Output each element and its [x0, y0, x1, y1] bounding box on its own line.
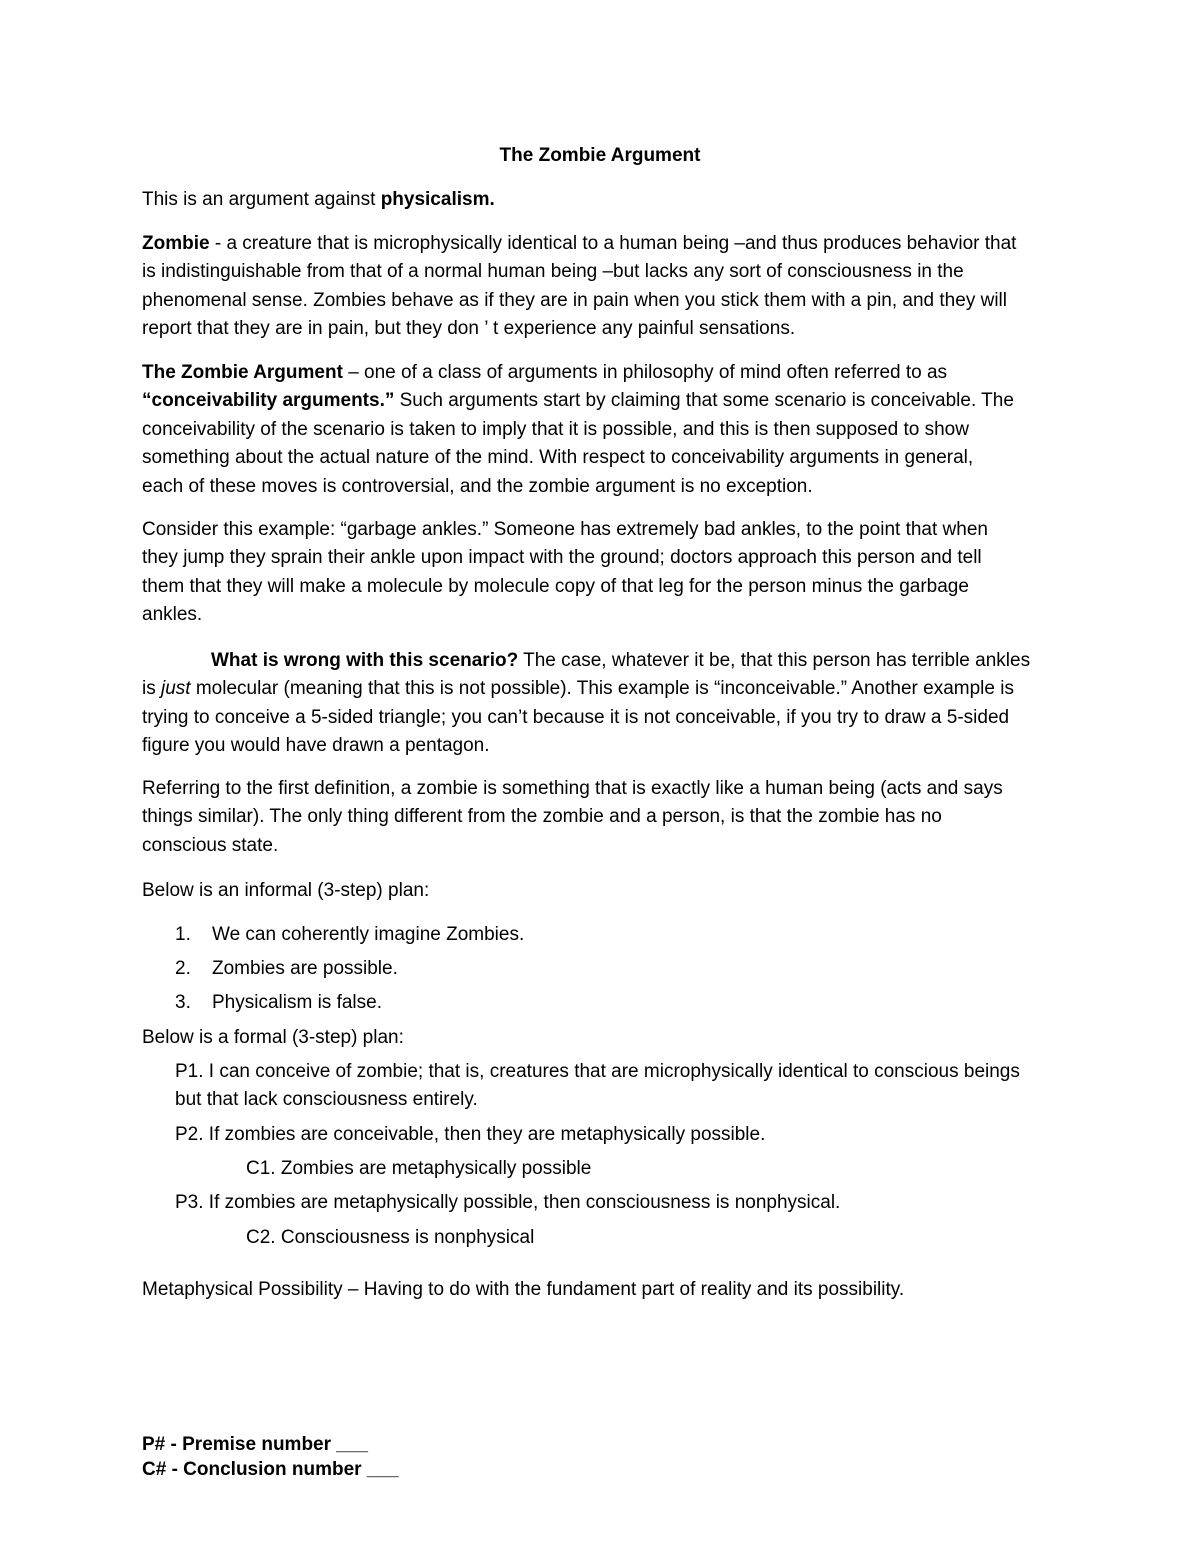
- formal-heading: Below is a formal (3-step) plan:: [142, 1027, 404, 1048]
- wrong-line2-pre: is: [142, 678, 161, 700]
- zombie-def-line4: report that they are in pain, but they don ’ t experience any painful sensations.: [142, 318, 796, 340]
- document-title: The Zombie Argument: [499, 145, 701, 166]
- premise-p1: [175, 1058, 1020, 1115]
- informal-heading: Below is an informal (3-step) plan:: [142, 880, 430, 901]
- example-line1: Consider this example: “garbage ankles.” Someone has extremely bad ankles, to the point that when: [142, 519, 988, 540]
- legend-conclusion: C# - Conclusion number ___: [142, 1459, 399, 1480]
- legend-premise: P# - Premise number ___: [142, 1434, 368, 1455]
- argument-def-line5: each of these moves is controversial, and the zombie argument is no exception.: [142, 475, 813, 497]
- premise-p3: P3. If zombies are metaphysically possible, then consciousness is nonphysical.: [175, 1192, 841, 1213]
- referring-line1: Referring to the first definition, a zombie is something that is exactly like a human being (acts and says: [142, 778, 1003, 799]
- conclusion-c2: C2. Consciousness is nonphysical: [246, 1227, 535, 1248]
- wrong-line1: The case, whatever it be, that this person has terrible ankles: [518, 650, 1031, 671]
- example-line2: they jump they sprain their ankle upon impact with the ground; doctors approach this person and tell: [142, 547, 982, 569]
- list-item: [175, 989, 382, 1017]
- zombie-def-line3: phenomenal sense. Zombies behave as if they are in pain when you stick them with a pin, and they will: [142, 289, 1007, 311]
- example-line3: them that they will make a molecule by molecule copy of that leg for the person minus the garbage: [142, 575, 969, 597]
- list-text: Physicalism is false.: [212, 992, 382, 1013]
- intro-bold-term: physicalism: [380, 189, 490, 210]
- list-number: 1.: [175, 924, 191, 945]
- referring-line2: things similar). The only thing different from the zombie and a person, is that the zombie has no: [142, 806, 942, 828]
- metaphysical-definition: Metaphysical Possibility – Having to do with the fundament part of reality and its possibility.: [142, 1279, 905, 1300]
- list-item: [175, 955, 398, 983]
- argument-def-line2: Such arguments start by claiming that some scenario is conceivable. The: [394, 390, 1014, 412]
- list-text: We can coherently imagine Zombies.: [212, 924, 525, 945]
- wrong-italic-just: just: [161, 678, 191, 700]
- wrong-line4: figure you would have drawn a pentagon.: [142, 735, 490, 757]
- list-item: [175, 921, 524, 949]
- zombie-definition: [142, 230, 1057, 344]
- list-text: Zombies are possible.: [212, 958, 398, 979]
- wrong-paragraph: [142, 647, 1057, 761]
- conclusion-c1: C1. Zombies are metaphysically possible: [246, 1158, 592, 1179]
- list-number: 2.: [175, 958, 191, 979]
- list-number: 3.: [175, 992, 191, 1013]
- referring-line3: conscious state.: [142, 834, 279, 856]
- example-line4: ankles.: [142, 604, 203, 626]
- premise-p1-line2: but that lack consciousness entirely.: [175, 1089, 478, 1111]
- wrong-line2: molecular (meaning that this is not possible). This example is “inconceivable.” Another example is: [190, 678, 1014, 700]
- zombie-def-line2: is indistinguishable from that of a normal human being –but lacks any sort of consciousness in the: [142, 261, 964, 283]
- intro-text: This is an argument against: [142, 189, 381, 210]
- zombie-term: Zombie: [142, 233, 210, 254]
- argument-term: The Zombie Argument: [142, 362, 343, 383]
- intro-end: .: [489, 189, 495, 210]
- intro-paragraph: [142, 186, 1057, 214]
- example-paragraph: [142, 516, 1057, 630]
- zombie-def-line1: - a creature that is microphysically identical to a human being –and thus produces behavior that: [209, 233, 1017, 254]
- referring-paragraph: [142, 775, 1057, 860]
- argument-def-line3: conceivability of the scenario is taken to imply that it is possible, and this is then supposed to show: [142, 418, 969, 440]
- argument-def-line4: something about the actual nature of the mind. With respect to conceivability arguments in general,: [142, 447, 974, 469]
- argument-def-line1: – one of a class of arguments in philosophy of mind often referred to as: [342, 362, 948, 383]
- wrong-question: What is wrong with this scenario?: [211, 650, 519, 671]
- argument-definition: [142, 359, 1057, 501]
- premise-p2: P2. If zombies are conceivable, then they are metaphysically possible.: [175, 1124, 766, 1145]
- wrong-line3: trying to conceive a 5-sided triangle; you can’t because it is not conceivable, if you try to draw a 5-sided: [142, 706, 1010, 728]
- premise-p1-line1: P1. I can conceive of zombie; that is, creatures that are microphysically identical to conscious beings: [175, 1061, 1020, 1082]
- conceivability-term: “conceivability arguments.”: [142, 390, 395, 412]
